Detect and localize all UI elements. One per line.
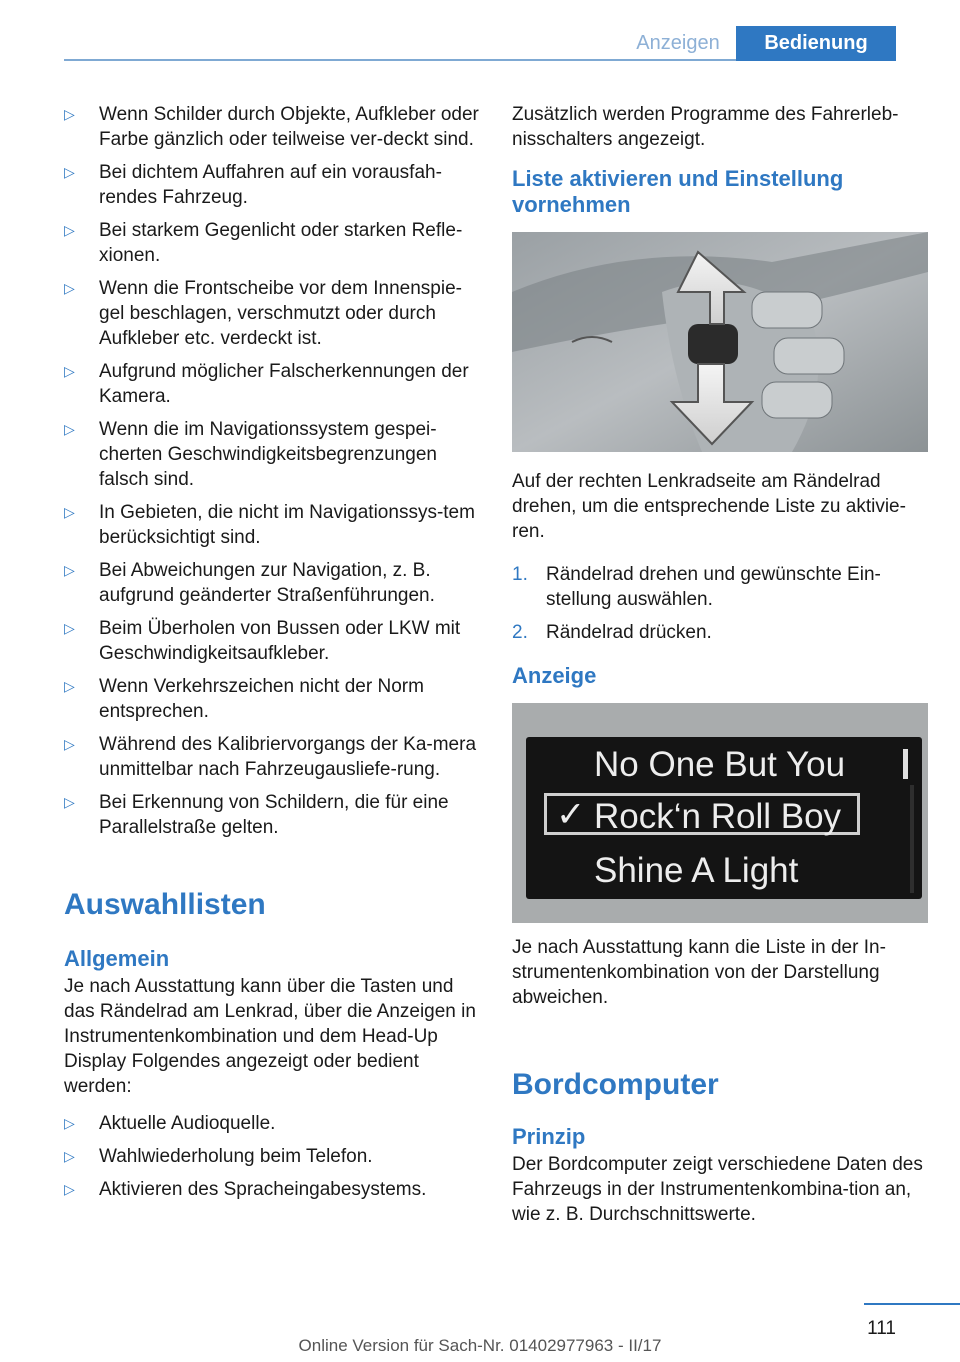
list-item: ▷ Während des Kalibriervorgangs der Ka-mera unmittelbar nach Fahrzeugausliefe-rung.	[64, 734, 477, 780]
list-item: ▷ Bei dichtem Auffahren auf ein vorausfah-rendes Fahrzeug.	[64, 162, 442, 208]
section-title-auswahllisten: Auswahllisten	[64, 888, 266, 921]
list-item: ▷ Aufgrund möglicher Falscherkennungen der Kamera.	[64, 361, 469, 407]
list-item: ▷ Wenn Schilder durch Objekte, Aufkleber oder Farbe gänzlich oder teilweise ver-deckt sind.	[64, 104, 479, 150]
triangle-bullet-icon: ▷	[64, 363, 75, 379]
list-item: ▷ Wahlwiederholung beim Telefon.	[64, 1146, 373, 1167]
functions-list	[64, 1111, 480, 1202]
steering-wheel-figure	[512, 232, 928, 457]
list-item: ▷ In Gebieten, die nicht im Navigationssys-tem berücksichtigt sind.	[64, 502, 475, 548]
limitations-list	[64, 102, 480, 840]
triangle-bullet-icon: ▷	[64, 736, 75, 752]
subsection-title-prinzip: Prinzip	[512, 1124, 586, 1149]
triangle-bullet-icon: ▷	[64, 164, 75, 180]
list-item: ▷ Wenn Verkehrszeichen nicht der Norm entsprechen.	[64, 676, 424, 722]
paragraph-prinzip: Der Bordcomputer zeigt verschiedene Daten des Fahrzeugs in der Instrumentenkombina-tion an, wie z. B. Durchschnittswerte.	[512, 1154, 923, 1225]
triangle-bullet-icon: ▷	[64, 280, 75, 296]
paragraph-intro: Zusätzlich werden Programme des Fahrerleb-nisschalters angezeigt.	[512, 104, 899, 150]
list-item: 2. Rändelrad drücken.	[512, 622, 712, 643]
triangle-bullet-icon: ▷	[64, 504, 75, 520]
display-list-item-selected: Rock‘n Roll Boy	[594, 797, 842, 836]
subsection-title-liste: Liste aktivieren und Einstellung vornehmen	[512, 166, 844, 217]
subsection-title-allgemein: Allgemein	[64, 946, 170, 971]
triangle-bullet-icon: ▷	[64, 421, 75, 437]
tab-anzeigen[interactable]: Anzeigen	[636, 32, 720, 54]
footer-divider	[864, 1303, 960, 1305]
triangle-bullet-icon: ▷	[64, 562, 75, 578]
triangle-bullet-icon: ▷	[64, 106, 75, 122]
paragraph-allgemein: Je nach Ausstattung kann über die Tasten und das Rändelrad am Lenkrad, über die Anzeigen in Instrumentenkombination und dem Head-Up Display Folgendes angezeigt oder bedient werden:	[64, 976, 476, 1097]
display-screen	[526, 737, 922, 899]
section-title-bordcomputer: Bordcomputer	[512, 1068, 719, 1101]
header-divider	[64, 59, 736, 61]
triangle-bullet-icon: ▷	[64, 1115, 75, 1131]
display-figure	[512, 703, 928, 923]
subsection-title-anzeige: Anzeige	[512, 663, 597, 688]
list-item: ▷ Bei Erkennung von Schildern, die für eine Parallelstraße gelten.	[64, 792, 449, 838]
left-column	[64, 102, 480, 1210]
scrollbar-track	[910, 785, 914, 893]
list-item: ▷ Aktuelle Audioquelle.	[64, 1113, 276, 1134]
list-item: ▷ Wenn die im Navigationssystem gespei-cherten Geschwindigkeitsbegrenzungen falsch sind.	[64, 419, 437, 490]
list-item: ▷ Bei Abweichungen zur Navigation, z. B. aufgrund geänderter Straßenführungen.	[64, 560, 435, 606]
scrollbar-indicator	[903, 749, 908, 779]
triangle-bullet-icon: ▷	[64, 620, 75, 636]
right-column	[512, 102, 928, 1227]
display-list-item: No One But You	[594, 745, 846, 784]
caption-steering: Auf der rechten Lenkradseite am Rändelrad drehen, um die entsprechende Liste zu aktivie-ren.	[512, 471, 906, 542]
list-item: ▷ Aktivieren des Spracheingabesystems.	[64, 1179, 427, 1200]
checkmark-icon: ✓	[556, 795, 586, 834]
page-number: 111	[867, 1318, 896, 1339]
triangle-bullet-icon: ▷	[64, 794, 75, 810]
list-item: 1. Rändelrad drehen und gewünschte Ein-stellung auswählen.	[512, 564, 881, 610]
triangle-bullet-icon: ▷	[64, 678, 75, 694]
list-item: ▷ Beim Überholen von Bussen oder LKW mit Geschwindigkeitsaufkleber.	[64, 618, 461, 664]
triangle-bullet-icon: ▷	[64, 1181, 75, 1197]
steering-wheel-image	[512, 232, 928, 452]
caption-display: Je nach Ausstattung kann die Liste in der In-strumentenkombination von der Darstellung abweichen.	[512, 937, 886, 1008]
triangle-bullet-icon: ▷	[64, 222, 75, 238]
display-list-item: Shine A Light	[594, 851, 799, 890]
triangle-bullet-icon: ▷	[64, 1148, 75, 1164]
list-item: ▷ Bei starkem Gegenlicht oder starken Refle-xionen.	[64, 220, 463, 266]
online-version-note: Online Version für Sach-Nr. 01402977963 - II/17	[298, 1336, 662, 1355]
steps-list	[512, 562, 928, 645]
tab-bedienung[interactable]: Bedienung	[736, 26, 896, 61]
list-item: ▷ Wenn die Frontscheibe vor dem Innenspie-gel beschlagen, verschmutzt oder durch Aufkleber etc. verdeckt ist.	[64, 278, 462, 349]
